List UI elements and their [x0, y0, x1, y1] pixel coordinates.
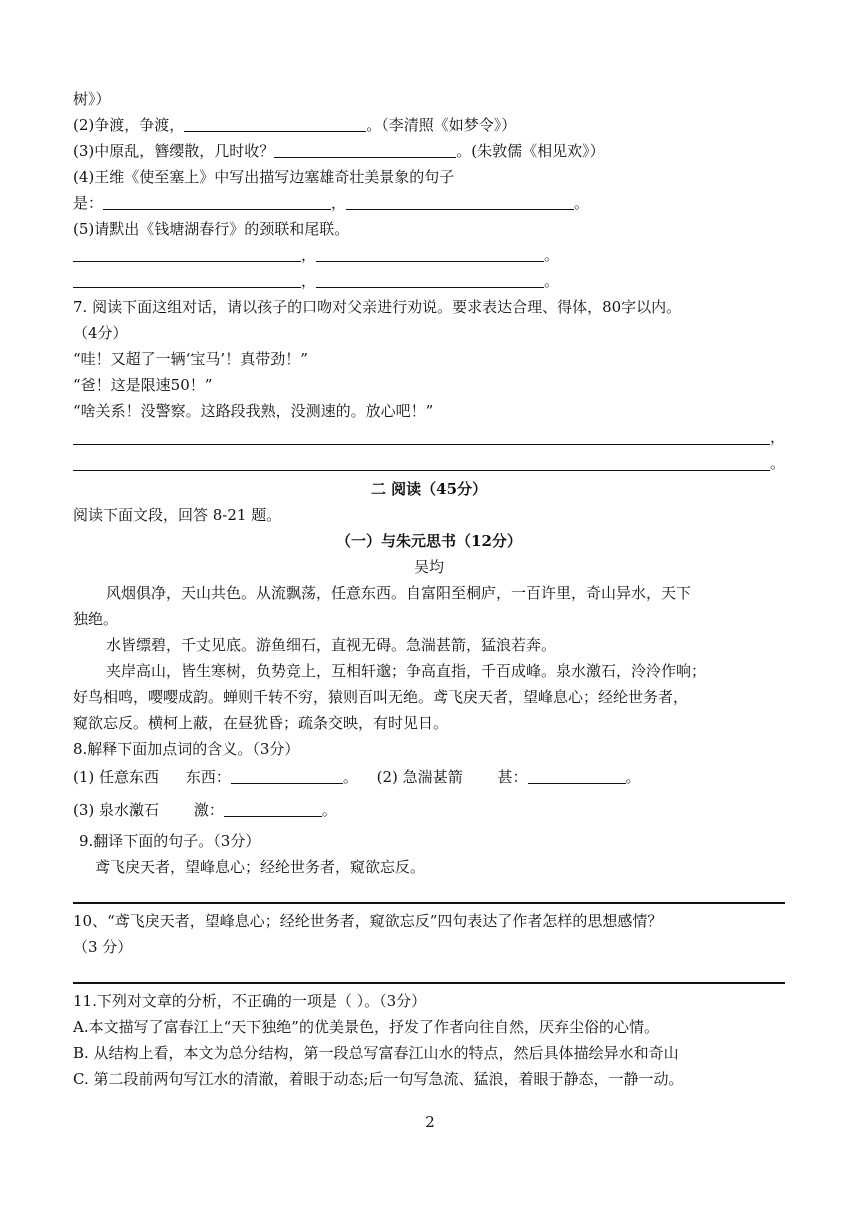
q10-title: 10、“鸢飞戾天者，望峰息心；经纶世务者，窥欲忘反”四句表达了作者怎样的思想感情？ [73, 912, 663, 930]
section-intro: 阅读下面文段，回答 8-21 题。 [73, 506, 282, 524]
passage-title: （一）与朱元思书（12分） [336, 532, 522, 550]
q9-title: 9.翻译下面的句子。（3分） [79, 832, 261, 850]
passage-author: 吴均 [413, 558, 444, 576]
q11-option-a: A.本文描写了富春江上“天下独绝”的优美景色，抒发了作者向往自然，厌弃尘俗的心情。 [73, 1018, 659, 1036]
q10-answer-line[interactable] [73, 960, 785, 984]
page-number: 2 [425, 1113, 435, 1131]
q9-answer-line[interactable] [73, 880, 785, 904]
section-heading: 二 阅读（45分） [370, 480, 488, 498]
passage-p3-a: 夹岸高山，皆生寒树，负势竞上，互相轩邈；争高直指，千百成峰。泉水激石，泠泠作响； [106, 662, 707, 680]
q6-item-4: (4)王维《使至塞上》中写出描写边塞雄奇壮美景象的句子 [73, 168, 455, 186]
q9-sentence: 鸢飞戾天者，望峰息心；经纶世务者，窥欲忘反。 [95, 858, 426, 876]
q6-item-5: (5)请默出《钱塘湖春行》的颈联和尾联。 [73, 220, 350, 238]
q10-score: （3 分） [73, 938, 133, 956]
q6-item-5-answer-2: ， 。 [73, 268, 785, 294]
answer-blank[interactable] [274, 139, 456, 158]
dialog-line-2: “爸！这是限速50！” [73, 376, 213, 394]
q6-line-0: 树》） [73, 90, 111, 108]
q8-title: 8.解释下面加点词的含义。（3分） [73, 740, 300, 758]
passage-p1-a: 风烟俱净，天山共色。从流飘荡，任意东西。自富阳至桐庐，一百许里，奇山异水，天下 [106, 584, 692, 602]
answer-blank[interactable] [184, 113, 366, 132]
q7-answer-line-2[interactable]: 。 [73, 450, 785, 476]
q7-title: 7. 阅读下面这组对话，请以孩子的口吻对父亲进行劝说。要求表达合理、得体，80字以内。 [73, 298, 682, 316]
passage-p1-b: 独绝。 [73, 610, 119, 628]
q6-item-5-answer-1: ， 。 [73, 242, 785, 268]
answer-blank[interactable] [316, 269, 544, 288]
q11-option-c: C. 第二段前两句写江水的清澈，着眼于动态;后一句写急流、猛浪，着眼于静态，一静一动。 [73, 1070, 684, 1088]
q7-score: （4分） [73, 324, 128, 342]
q6-item-2: (2)争渡，争渡， 。（李清照《如梦令》） [73, 112, 785, 138]
exam-page [73, 86, 785, 1092]
answer-blank[interactable] [103, 191, 331, 210]
dialog-line-1: “哇！又超了一辆‘宝马’！真带劲！” [73, 350, 308, 368]
answer-blank[interactable] [316, 243, 544, 262]
q8-row-1: (1) 任意东 •西 东西： 。 (2) 急湍甚 •箭 甚： 。 [73, 762, 785, 795]
answer-blank[interactable] [73, 269, 301, 288]
passage-p2: 水皆缥碧，千丈见底。游鱼细石，直视无碍。急湍甚箭，猛浪若奔。 [106, 636, 557, 654]
q6-item-4-answer: 是： ， 。 [73, 190, 785, 216]
dialog-line-3: “啥关系！没警察。这路段我熟，没测速的。放心吧！” [73, 402, 434, 420]
answer-blank[interactable] [73, 243, 301, 262]
answer-blank[interactable] [346, 191, 574, 210]
passage-p3-c: 窥欲忘反。横柯上蔽，在昼犹昏；疏条交映，有时见日。 [73, 714, 449, 732]
answer-blank[interactable] [231, 765, 343, 784]
q11-option-b: B. 从结构上看，本文为总分结构，第一段总写富春江山水的特点，然后具体描绘异水和奇山 [73, 1044, 679, 1062]
answer-blank[interactable] [224, 798, 322, 817]
q8-row-2: (3) 泉水激 •石 激： 。 [73, 795, 785, 828]
answer-blank[interactable] [528, 765, 626, 784]
q11-title: 11.下列对文章的分析，不正确的一项是（ ）。（3分） [73, 992, 427, 1010]
q7-answer-line-1[interactable]: ， [73, 424, 785, 450]
q6-item-3: (3)中原乱，簪缨散，几时收？ 。(朱敦儒《相见欢》） [73, 138, 785, 164]
passage-p3-b: 好鸟相鸣，嘤嘤成韵。蝉则千转不穷，猿则百叫无绝。鸢飞戾天者，望峰息心；经纶世务者， [73, 688, 689, 706]
